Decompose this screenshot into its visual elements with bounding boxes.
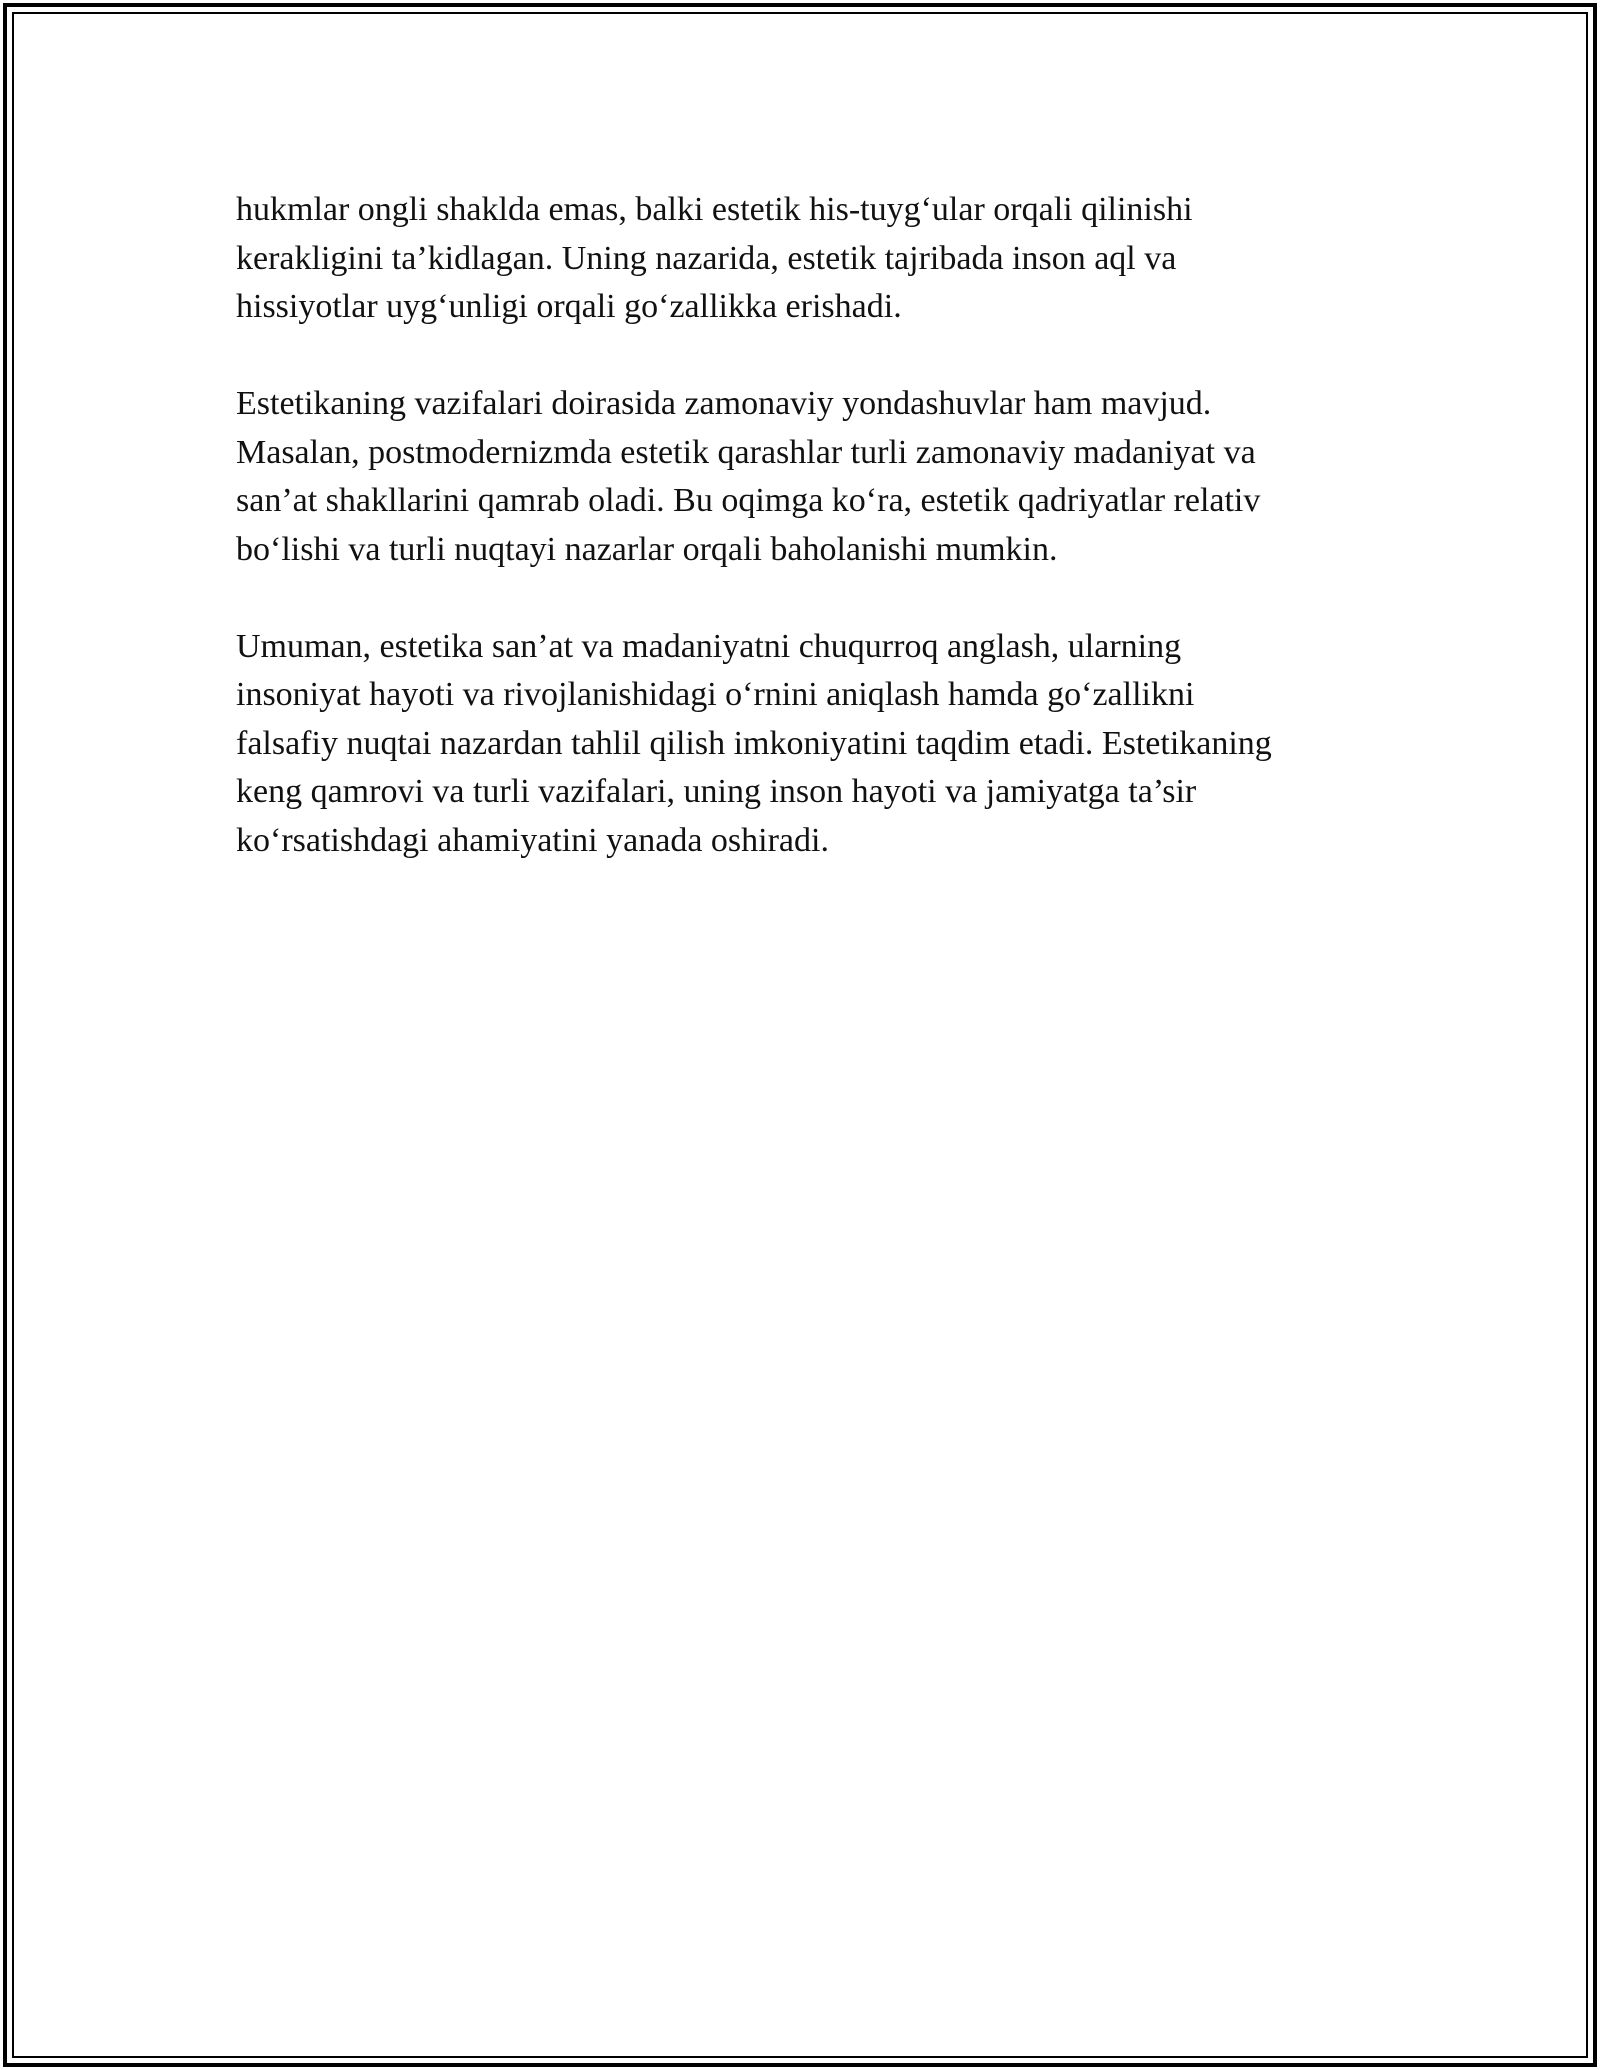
- document-body: [236, 186, 1376, 914]
- paragraph-3: Umuman, estetika san’at va madaniyatni chuqurroq anglash, ularning insoniyat hayoti va rivojlanishidagi o‘rnini aniqlash hamda go‘zallikni falsafiy nuqtai nazardan tahlil qilish imkoniyatini taqdim etadi. Estetikaning keng qamrovi va turli vazifalari, uning inson hayoti va jamiyatga ta’sir ko‘rsatishdagi ahamiyatini yanada oshiradi.: [236, 627, 1272, 859]
- paragraph-1: hukmlar ongli shaklda emas, balki estetik his-tuyg‘ular orqali qilinishi kerakligini ta’kidlagan. Uning nazarida, estetik tajribada inson aql va hissiyotlar uyg‘unligi orqali go‘zallikka erishadi.: [236, 191, 1193, 325]
- paragraph-2: Estetikaning vazifalari doirasida zamonaviy yondashuvlar ham mavjud. Masalan, postmodernizmda estetik qarashlar turli zamonaviy madaniyat va san’at shakllarini qamrab oladi. Bu oqimga ko‘ra, estetik qadriyatlar relativ bo‘lishi va turli nuqtayi nazarlar orqali baholanishi mumkin.: [236, 385, 1261, 568]
